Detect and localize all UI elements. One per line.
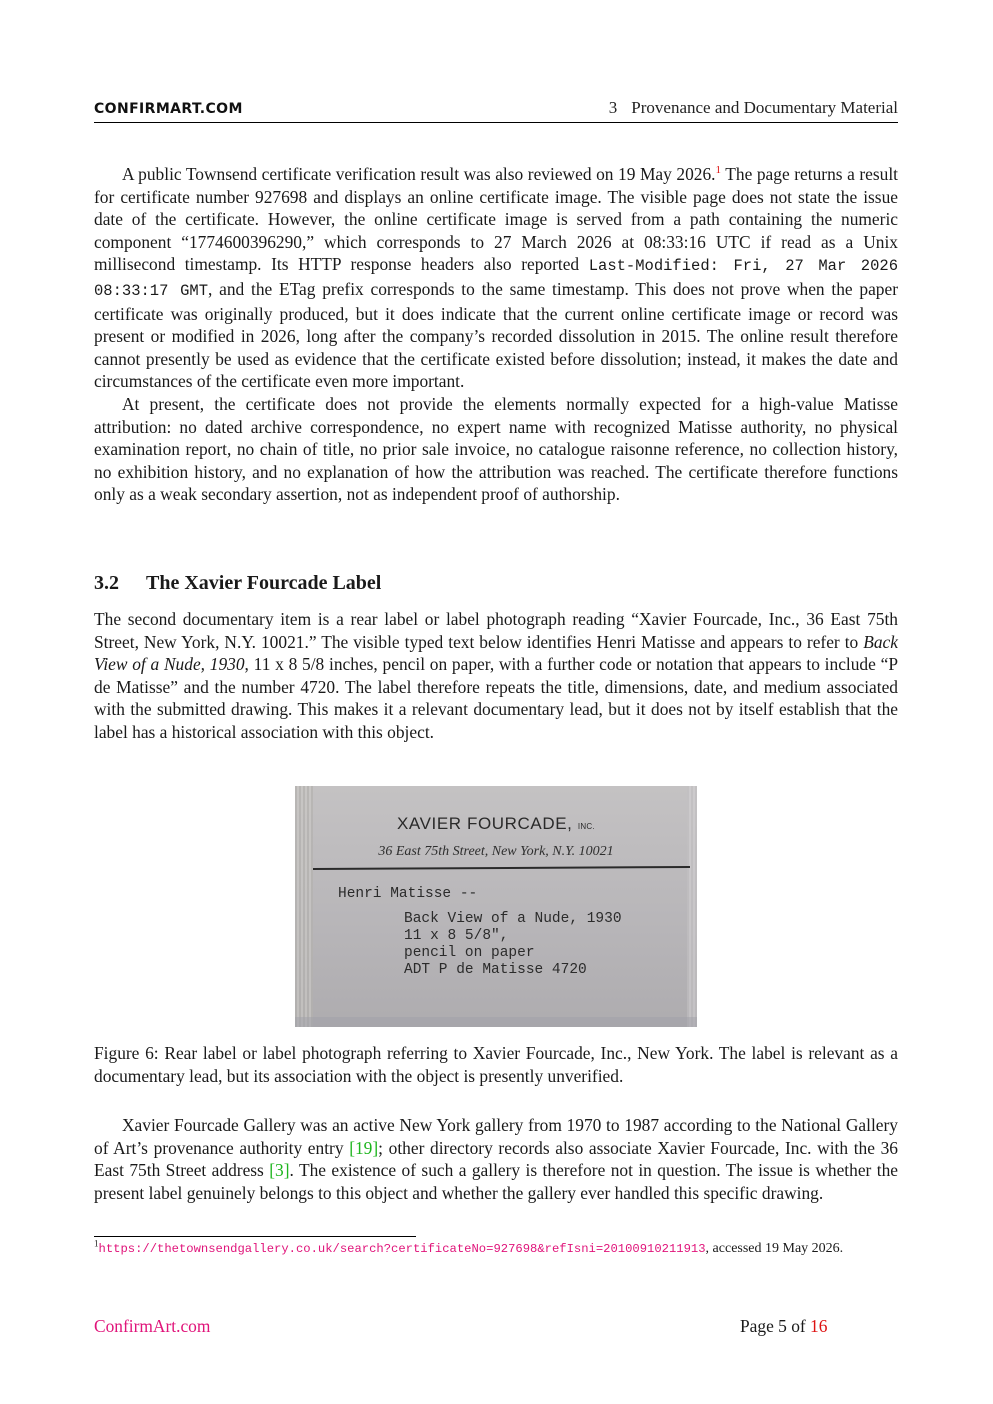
page-number [740, 1316, 827, 1337]
para4-text-1: Xavier Fourcade Gallery was an active New York gallery from 1970 to 1987 according to the National Gallery of Art’s provenance authority entry [94, 1115, 898, 1158]
label-typed-artist: Henri Matisse -- [338, 886, 478, 902]
running-head-number: 3 [608, 98, 618, 117]
section-heading [94, 572, 898, 595]
body-text-middle [94, 608, 898, 744]
paragraph-certificate-verification [94, 163, 898, 393]
label-address: 36 East 75th Street, New York, N.Y. 10021 [378, 844, 614, 859]
label-typed-code: ADT P de Matisse 4720 [404, 962, 587, 978]
body-text-top [94, 163, 898, 506]
para3-text-2: , 11 x 8 5/8 inches, pencil on paper, with a further code or notation that appears to include “P de Matisse” and the number 4720. The label therefore repeats the title, dimensions, date, and medium associated with the submitted drawing. This makes it a relevant documentary lead, but it does not by itself establish that the label has a historical association with this object. [94, 654, 898, 742]
para1-text-2: The page returns a result for certificate number 927698 and displays an online certificate image. The visible page does not state the issue date of the certificate. However, the online certificate image is served from a path containing the numeric component “1774600396290,” which corresponds to 27 March 2026 at 08:33:16 UTC if read as a Unix millisecond timestamp. Its HTTP response headers also reported [94, 164, 899, 275]
footnote-url-link[interactable]: https://thetownsendgallery.co.uk/search?certificateNo=927698&refIsni=20100910211913 [98, 1242, 706, 1256]
label-company-name [295, 814, 697, 834]
para1-text-3: , and the ETag prefix corresponds to the same timestamp. This does not prove when the paper certificate was originally produced, but it does indicate that the current online certificate image or record was present or modified in 2026, long after the company’s recorded dissolution in 2015. The online result therefore cannot presently be used as evidence that the certificate existed before dissolution; instead, it makes the date and circumstances of the certificate even more important. [94, 278, 898, 392]
artwork-title: Back View of a Nude, 1930 [94, 631, 898, 675]
section-title: The Xavier Fourcade Label [146, 572, 382, 594]
label-typed-dimensions: 11 x 8 5/8", [404, 928, 509, 944]
citation-link-3[interactable]: [3] [269, 1160, 290, 1181]
running-head-title: Provenance and Documentary Material [631, 98, 898, 117]
para1-text-1: A public Townsend certificate verification result was also reviewed on 19 May 2026. [122, 164, 716, 184]
section-number: 3.2 [94, 572, 119, 594]
footnote-mark: 1 [94, 1238, 99, 1249]
total-pages-link[interactable]: 16 [810, 1316, 828, 1336]
paragraph-certificate-elements: At present, the certificate does not provide the elements normally expected for a high-value Matisse attribution: no dated archive correspondence, no expert name with recognized Matisse authority, no physical examination report, no chain of title, no prior sale invoice, no catalogue raisonne reference, no collection history, no exhibition history, and no explanation of how the attribution was reached. The certificate therefore functions only as a weak secondary assertion, not as independent proof of authorship. [94, 393, 898, 505]
para3-text-1: The second documentary item is a rear label or label photograph reading “Xavier Fourcade, Inc., 36 East 75th Street, New York, N.Y. 10021.” The visible typed text below identifies Henri Matisse and appears to refer to [94, 609, 898, 652]
paragraph-gallery-history [94, 1114, 898, 1204]
label-divider [313, 866, 690, 870]
photo-edge-bottom [295, 1017, 697, 1027]
citation-link-19[interactable]: [19] [349, 1137, 379, 1158]
footnote-divider [94, 1236, 416, 1237]
label-photograph [295, 786, 697, 1027]
label-company-text: XAVIER FOURCADE, [396, 814, 573, 833]
page-header [94, 98, 898, 123]
running-head [609, 98, 898, 118]
figure-caption: Figure 6: Rear label or label photograph referring to Xavier Fourcade, Inc., New York. The label is relevant as a documentary lead, but its association with the object is presently unverified. [94, 1043, 898, 1086]
page-number-label: Page 5 of [740, 1316, 811, 1336]
para4-text-3: . The existence of such a gallery is therefore not in question. The issue is whether the present label genuinely belongs to this object and whether the gallery ever handled this specific drawing. [94, 1160, 898, 1203]
confirmart-logo: CONFIRMART.COM [94, 101, 243, 117]
body-text-bottom [94, 1114, 898, 1204]
footnote-tail: , accessed 19 May 2026. [705, 1241, 844, 1256]
label-typed-medium: pencil on paper [404, 945, 535, 961]
footer-site-link[interactable]: ConfirmArt.com [94, 1316, 211, 1336]
footnote-ref-1[interactable]: 1 [715, 164, 722, 177]
para4-text-2: ; other directory records also associate Xavier Fourcade, Inc. with the 36 East 75th Street address [94, 1137, 898, 1181]
label-typed-title: Back View of a Nude, 1930 [404, 911, 622, 927]
label-company-suffix: INC. [577, 822, 596, 831]
footnote [94, 1240, 898, 1258]
http-header-code: Last-Modified: Fri, 27 Mar 2026 08:33:17 GMT [94, 257, 898, 300]
paragraph-label-description [94, 608, 898, 744]
